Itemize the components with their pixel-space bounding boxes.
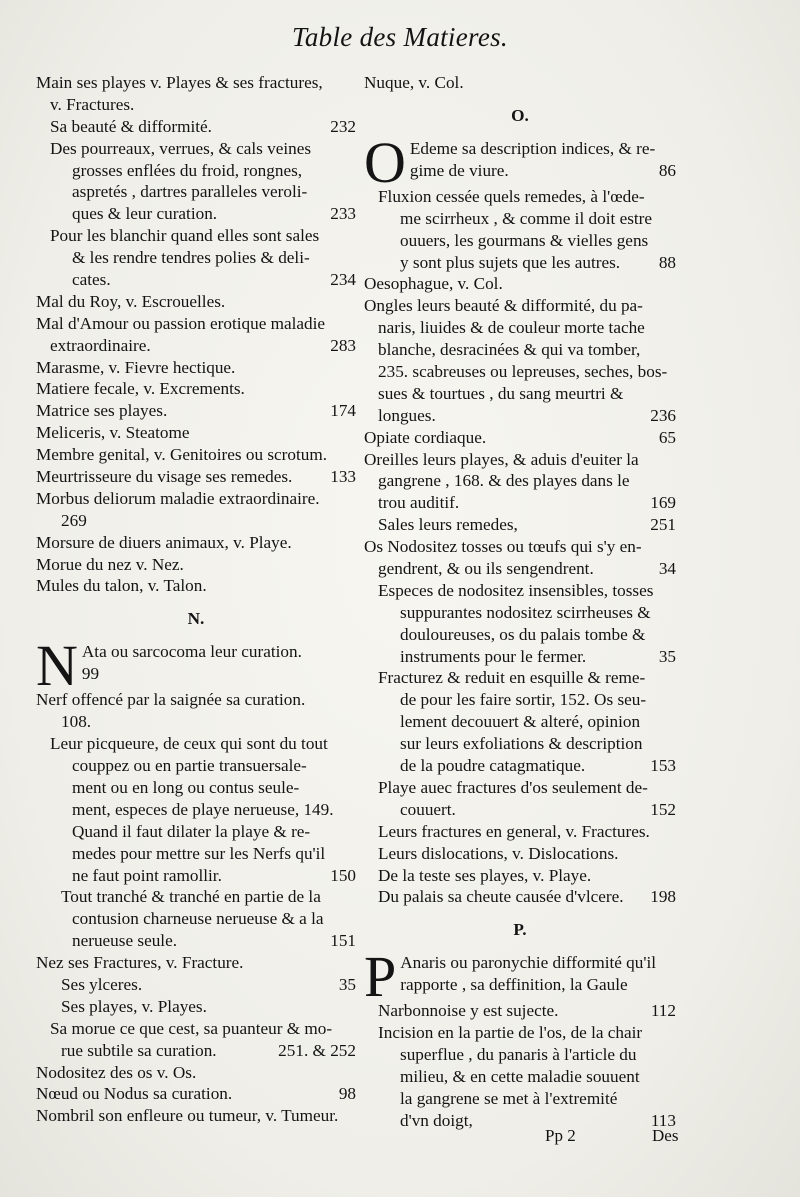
entry-text: Morue du nez v. Nez.	[36, 554, 184, 574]
index-line	[36, 313, 356, 335]
index-line	[36, 689, 356, 711]
index-line	[364, 273, 676, 295]
index-line	[36, 444, 356, 466]
page-number: 113	[650, 1110, 676, 1130]
index-line	[36, 400, 356, 422]
entry-text: 269	[61, 510, 87, 530]
entry-text: ment ou en long ou contus seule-	[72, 777, 300, 797]
drop-capital: N	[36, 633, 78, 699]
page-number: 169	[650, 493, 676, 513]
entry-text: Morsure de diuers animaux, v. Playe.	[36, 532, 292, 552]
index-line	[364, 470, 676, 492]
entry-text: longues.	[378, 405, 436, 425]
entry-text: Meliceris, v. Steatome	[36, 423, 190, 443]
index-line	[36, 203, 356, 225]
entry-text: Mal du Roy, v. Escrouelles.	[36, 291, 226, 311]
entry-text: Marasme, v. Fievre hectique.	[36, 357, 236, 377]
entry-text: & les rendre tendres polies & deli-	[72, 248, 310, 268]
entry-text: Nuque, v. Col.	[364, 73, 464, 92]
index-line	[364, 295, 676, 317]
index-line	[364, 160, 676, 182]
index-line	[36, 711, 356, 733]
entry-text: extraordinaire.	[50, 335, 151, 355]
entry-text: Sa beauté & difformité.	[50, 116, 212, 136]
entry-text: Morbus deliorum maladie extraordinaire.	[36, 488, 320, 508]
page-number: 234	[330, 270, 356, 290]
index-line	[36, 247, 356, 269]
page-number: 86	[658, 160, 676, 180]
entry-text: de la poudre catagmatique.	[400, 756, 586, 776]
index-line	[364, 317, 676, 339]
entry-text: Edeme sa description indices, & re-	[409, 138, 656, 158]
entry-text: v. Fractures.	[50, 94, 135, 114]
entry-text: Nœud ou Nodus sa curation.	[36, 1084, 233, 1104]
section-letter: N.	[187, 609, 205, 629]
index-line	[364, 865, 676, 887]
index-line	[36, 777, 356, 799]
left-column	[36, 72, 356, 1127]
index-line	[364, 602, 676, 624]
entry-text: Nodositez des os v. Os.	[36, 1062, 197, 1082]
entry-text: nerueuse seule.	[72, 931, 177, 951]
catchword: Des	[652, 1126, 679, 1145]
index-line	[364, 514, 676, 536]
index-line	[364, 843, 676, 865]
entry-text: milieu, & en cette maladie souuent	[400, 1066, 640, 1086]
entry-text: Oesophague, v. Col.	[364, 274, 503, 294]
entry-text: Quand il faut dilater la playe & re-	[72, 821, 311, 841]
index-line	[36, 865, 356, 887]
entry-text: de pour les faire sortir, 152. Os seu-	[400, 690, 647, 710]
index-line	[36, 996, 356, 1018]
entry-text: Anaris ou paronychie difformité qu'il	[400, 953, 657, 973]
page-number: 133	[330, 467, 356, 487]
index-line	[364, 252, 676, 274]
index-line	[364, 383, 676, 405]
index-line	[364, 230, 676, 252]
entry-text: Playe auec fractures d'os seulement de-	[378, 777, 648, 797]
entry-text: trou auditif.	[378, 493, 460, 513]
entry-text: ouuers, les gourmans & vielles gens	[400, 230, 649, 250]
index-line	[36, 160, 356, 182]
index-line	[36, 269, 356, 291]
entry-text: Narbonnoise y est sujecte.	[378, 1001, 559, 1021]
entry-text: Leurs dislocations, v. Dislocations.	[378, 843, 619, 863]
index-line	[36, 1018, 356, 1040]
entry-text: Oreilles leurs playes, & aduis d'euiter la	[364, 449, 639, 469]
index-line	[36, 952, 356, 974]
entry-text: Ses playes, v. Playes.	[61, 996, 207, 1016]
entry-text: Nez ses Fractures, v. Fracture.	[36, 953, 244, 973]
entry-text: Du palais sa cheute causée d'vlcere.	[378, 887, 624, 907]
index-line	[364, 492, 676, 514]
index-line	[364, 624, 676, 646]
index-line	[36, 94, 356, 116]
entry-text: 235. scabreuses ou lepreuses, seches, bos-	[378, 362, 668, 382]
index-line	[364, 138, 676, 160]
page-header: Table des Matieres.	[292, 22, 508, 52]
index-line	[364, 689, 676, 711]
index-line	[36, 575, 356, 597]
index-line	[364, 427, 676, 449]
index-line	[364, 449, 676, 471]
index-line	[364, 733, 676, 755]
entry-text: Matrice ses playes.	[36, 401, 168, 421]
index-line	[36, 733, 356, 755]
index-line	[36, 799, 356, 821]
entry-text: Sa morue ce que cest, sa puanteur & mo-	[50, 1018, 333, 1038]
dropcap-entry	[36, 633, 356, 699]
entry-text: Ongles leurs beauté & difformité, du pa-	[364, 296, 643, 316]
entry-text: gime de viure.	[409, 160, 509, 180]
index-line	[364, 536, 676, 558]
index-line	[36, 1083, 356, 1105]
index-line	[36, 663, 356, 685]
drop-capital: O	[364, 129, 406, 195]
index-line	[36, 532, 356, 554]
index-line	[364, 1110, 676, 1132]
page-number: 150	[330, 865, 356, 885]
index-line	[36, 1062, 356, 1084]
index-line	[364, 1022, 676, 1044]
page-number: 88	[658, 252, 676, 272]
entry-text: lement decouuert & alteré, opinion	[400, 712, 641, 732]
entry-text: aspretés , dartres paralleles veroli-	[72, 182, 308, 202]
page-number: 65	[658, 427, 676, 447]
index-line	[364, 186, 676, 208]
index-line	[364, 667, 676, 689]
index-line	[36, 335, 356, 357]
page-number: 198	[650, 887, 676, 907]
index-line	[364, 72, 676, 94]
entry-text: 108.	[61, 712, 92, 732]
entry-text: Os Nodositez tosses ou tœufs qui s'y en-	[364, 537, 642, 557]
page-number: 236	[650, 405, 676, 425]
entry-text: ment, especes de playe nerueuse, 149.	[72, 799, 334, 819]
index-line	[36, 510, 356, 532]
entry-text: Leurs fractures en general, v. Fractures.	[378, 821, 650, 841]
page-number: 283	[330, 335, 356, 355]
entry-text: suppurantes nodositez scirrheuses &	[400, 602, 651, 622]
index-line	[36, 357, 356, 379]
index-line	[364, 1066, 676, 1088]
index-line	[364, 1000, 676, 1022]
right-column	[364, 72, 676, 1132]
entry-text: Especes de nodositez insensibles, tosses	[378, 580, 654, 600]
entry-text: Mal d'Amour ou passion erotique maladie	[36, 313, 326, 333]
index-line	[364, 339, 676, 361]
index-line	[36, 641, 356, 663]
entry-text: Nerf offencé par la saignée sa curation.	[36, 690, 306, 710]
entry-text: Fracturez & reduit en esquille & reme-	[378, 668, 646, 688]
entry-text: contusion charneuse nerueuse & a la	[72, 909, 324, 929]
entry-text: grosses enflées du froid, rongnes,	[72, 160, 303, 180]
index-line	[36, 225, 356, 247]
entry-text: Leur picqueure, de ceux qui sont du tout	[50, 734, 328, 754]
entry-text: me scirrheux , & comme il doit estre	[400, 208, 653, 228]
index-line	[36, 422, 356, 444]
page-number: 98	[338, 1084, 356, 1104]
page-number: 174	[330, 401, 356, 421]
entry-text: Nombril son enfleure ou tumeur, v. Tumeur.	[36, 1106, 339, 1126]
page-number: 151	[330, 931, 356, 951]
entry-text: couuert.	[400, 799, 456, 819]
index-line	[36, 821, 356, 843]
entry-text: cates.	[72, 270, 111, 290]
index-line	[36, 378, 356, 400]
entry-text: Tout tranché & tranché en partie de la	[61, 887, 321, 907]
entry-text: Meurtrisseure du visage ses remedes.	[36, 467, 293, 487]
entry-text: instruments pour le fermer.	[400, 646, 587, 666]
page-number: 152	[650, 799, 676, 819]
entry-text: douloureuses, os du palais tombe &	[400, 624, 646, 644]
index-line	[364, 755, 676, 777]
entry-text: rue subtile sa curation.	[61, 1040, 217, 1060]
index-line	[36, 1105, 356, 1127]
entry-text: blanche, desracinées & qui va tomber,	[378, 340, 641, 360]
index-line	[364, 821, 676, 843]
page-number: 153	[650, 756, 676, 776]
page-number: 112	[650, 1001, 676, 1021]
drop-capital: P	[364, 944, 397, 1010]
index-line	[364, 208, 676, 230]
entry-text: Pour les blanchir quand elles sont sales	[50, 226, 320, 246]
page-number: 251. & 252	[278, 1040, 356, 1060]
entry-text: Fluxion cessée quels remedes, à l'œde-	[378, 186, 645, 206]
index-line	[364, 405, 676, 427]
index-line	[364, 777, 676, 799]
entry-text: medes pour mettre sur les Nerfs qu'il	[72, 843, 326, 863]
index-line	[36, 908, 356, 930]
page-number: 233	[330, 204, 356, 224]
index-line	[364, 886, 676, 908]
entry-text: Matiere fecale, v. Excrements.	[36, 379, 245, 399]
entry-text: Incision en la partie de l'os, de la chair	[378, 1023, 643, 1043]
page-number: 251	[650, 515, 676, 535]
signature-mark: Pp 2	[545, 1126, 576, 1145]
index-line	[364, 646, 676, 668]
entry-text: 99	[81, 664, 100, 684]
entry-text: Sales leurs remedes,	[378, 515, 518, 535]
index-line	[364, 974, 676, 996]
entry-text: gendrent, & ou ils sengendrent.	[378, 559, 594, 579]
index-line	[36, 138, 356, 160]
index-line	[364, 580, 676, 602]
section-letter: O.	[511, 105, 529, 125]
entry-text: Ses ylceres.	[61, 974, 143, 994]
index-line	[36, 930, 356, 952]
index-line	[36, 554, 356, 576]
entry-text: Membre genital, v. Genitoires ou scrotum.	[36, 445, 328, 465]
index-line	[36, 116, 356, 138]
index-line	[36, 886, 356, 908]
entry-text: ne faut point ramollir.	[72, 865, 222, 885]
entry-text: sues & tourtues , du sang meurtri &	[378, 383, 624, 403]
entry-text: Ata ou sarcocoma leur curation.	[81, 642, 302, 662]
entry-text: sur leurs exfoliations & description	[400, 734, 643, 754]
page-number: 34	[658, 559, 676, 579]
entry-text: Opiate cordiaque.	[364, 427, 487, 447]
index-line	[36, 181, 356, 203]
page-number: 35	[338, 974, 356, 994]
index-line	[36, 755, 356, 777]
index-line	[36, 488, 356, 510]
index-line	[36, 843, 356, 865]
index-line	[36, 974, 356, 996]
entry-text: naris, liuides & de couleur morte tache	[378, 318, 645, 338]
dropcap-entry	[364, 944, 676, 1010]
page-number: 232	[330, 116, 356, 136]
index-line	[364, 952, 676, 974]
index-line	[364, 799, 676, 821]
entry-text: d'vn doigt,	[400, 1110, 473, 1130]
index-line	[36, 72, 356, 94]
index-line	[364, 1044, 676, 1066]
entry-text: la gangrene se met à l'extremité	[400, 1088, 618, 1108]
entry-text: Des pourreaux, verrues, & cals veines	[50, 138, 312, 158]
index-line	[36, 291, 356, 313]
entry-text: rapporte , sa deffinition, la Gaule	[400, 975, 628, 995]
index-line	[364, 361, 676, 383]
index-line	[364, 1088, 676, 1110]
entry-text: y sont plus sujets que les autres.	[400, 252, 621, 272]
entry-text: ques & leur curation.	[72, 204, 218, 224]
entry-text: gangrene , 168. & des playes dans le	[378, 471, 630, 491]
entry-text: De la teste ses playes, v. Playe.	[378, 865, 592, 885]
index-line	[364, 711, 676, 733]
entry-text: Mules du talon, v. Talon.	[36, 576, 207, 596]
section-letter: P.	[513, 920, 527, 940]
index-line	[36, 466, 356, 488]
page-number: 35	[658, 646, 676, 666]
index-line	[36, 1040, 356, 1062]
entry-text: Main ses playes v. Playes & ses fractures,	[36, 73, 323, 92]
entry-text: couppez ou en partie transuersale-	[72, 756, 307, 776]
entry-text: superflue , du panaris à l'article du	[400, 1045, 637, 1065]
dropcap-entry	[364, 129, 676, 195]
index-line	[364, 558, 676, 580]
